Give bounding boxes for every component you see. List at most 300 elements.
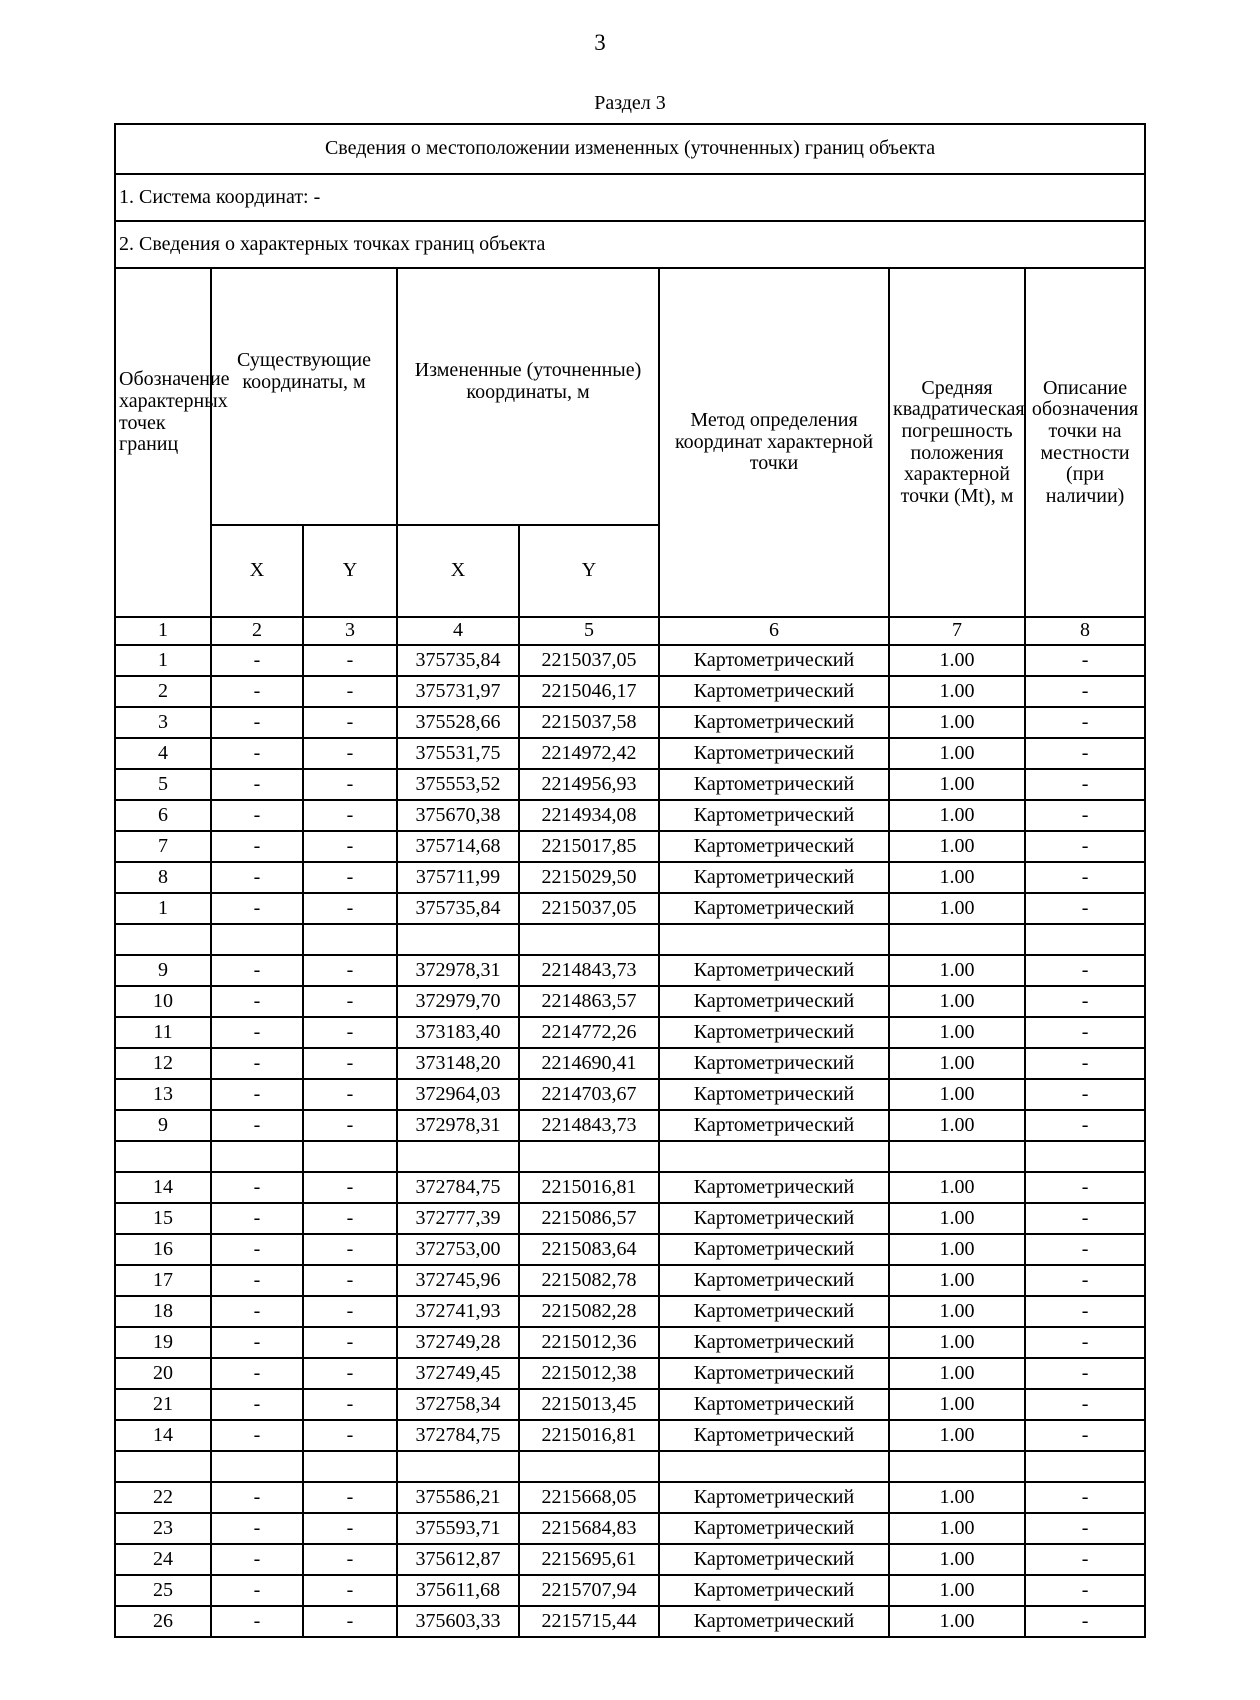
existing-x-cell: -: [211, 1420, 303, 1451]
table-row: [115, 955, 1145, 986]
method-cell: Картометрический: [659, 1048, 889, 1079]
point-description-cell: -: [1025, 1606, 1145, 1637]
point-id-cell: 18: [115, 1296, 211, 1327]
method-cell: Картометрический: [659, 1203, 889, 1234]
table-row: [115, 1513, 1145, 1544]
changed-x-cell: 372741,93: [397, 1296, 519, 1327]
changed-x-cell: 373148,20: [397, 1048, 519, 1079]
column-number: 7: [889, 617, 1025, 645]
point-id-cell: 8: [115, 862, 211, 893]
existing-x-cell: -: [211, 738, 303, 769]
mean-square-error-cell: 1.00: [889, 986, 1025, 1017]
existing-y-cell: -: [303, 738, 397, 769]
method-cell: Картометрический: [659, 893, 889, 924]
point-description-cell: -: [1025, 1079, 1145, 1110]
empty-cell: [397, 1141, 519, 1172]
mean-square-error-cell: 1.00: [889, 1203, 1025, 1234]
changed-y-cell: 2215013,45: [519, 1389, 659, 1420]
changed-x-cell: 372753,00: [397, 1234, 519, 1265]
method-cell: Картометрический: [659, 676, 889, 707]
empty-cell: [1025, 1451, 1145, 1482]
point-id-cell: 5: [115, 769, 211, 800]
mean-square-error-cell: 1.00: [889, 1110, 1025, 1141]
existing-y-cell: -: [303, 800, 397, 831]
page-number: 3: [594, 30, 606, 55]
existing-x-cell: -: [211, 676, 303, 707]
changed-y-cell: 2215012,38: [519, 1358, 659, 1389]
changed-y-cell: 2215016,81: [519, 1172, 659, 1203]
empty-cell: [1025, 1141, 1145, 1172]
changed-y-cell: 2215082,78: [519, 1265, 659, 1296]
empty-cell: [115, 1451, 211, 1482]
point-description-cell: -: [1025, 769, 1145, 800]
contour-separator-row: [115, 924, 1145, 955]
point-id-cell: 7: [115, 831, 211, 862]
method-cell: Картометрический: [659, 707, 889, 738]
point-id-cell: 2: [115, 676, 211, 707]
existing-x-cell: -: [211, 955, 303, 986]
changed-y-cell: 2215086,57: [519, 1203, 659, 1234]
point-description-cell: -: [1025, 800, 1145, 831]
table-row: [115, 1048, 1145, 1079]
table-row: [115, 1358, 1145, 1389]
table-row: [115, 893, 1145, 924]
existing-y-cell: -: [303, 1110, 397, 1141]
existing-x-cell: -: [211, 1110, 303, 1141]
empty-cell: [519, 1141, 659, 1172]
point-id-cell: 9: [115, 955, 211, 986]
method-cell: Картометрический: [659, 986, 889, 1017]
existing-y-cell: -: [303, 1575, 397, 1606]
existing-x-cell: -: [211, 1048, 303, 1079]
header-changed-coords: Измененные (уточненные) координаты, м: [397, 268, 659, 525]
column-number: 6: [659, 617, 889, 645]
empty-cell: [211, 1451, 303, 1482]
method-cell: Картометрический: [659, 1544, 889, 1575]
column-number: 3: [303, 617, 397, 645]
changed-x-cell: 375586,21: [397, 1482, 519, 1513]
point-description-cell: -: [1025, 1389, 1145, 1420]
table-row: [115, 1389, 1145, 1420]
existing-y-cell: -: [303, 1172, 397, 1203]
existing-x-cell: -: [211, 1327, 303, 1358]
table-row: [115, 1606, 1145, 1637]
changed-x-cell: 375593,71: [397, 1513, 519, 1544]
table-row: [115, 831, 1145, 862]
method-cell: Картометрический: [659, 1327, 889, 1358]
point-id-cell: 3: [115, 707, 211, 738]
existing-y-cell: -: [303, 707, 397, 738]
existing-y-cell: -: [303, 1203, 397, 1234]
changed-y-cell: 2215715,44: [519, 1606, 659, 1637]
point-description-cell: -: [1025, 1358, 1145, 1389]
existing-y-cell: -: [303, 831, 397, 862]
changed-x-cell: 375735,84: [397, 645, 519, 676]
changed-x-cell: 375611,68: [397, 1575, 519, 1606]
changed-x-cell: 372777,39: [397, 1203, 519, 1234]
point-description-cell: -: [1025, 676, 1145, 707]
existing-x-cell: -: [211, 1389, 303, 1420]
method-cell: Картометрический: [659, 831, 889, 862]
point-description-cell: -: [1025, 831, 1145, 862]
header-designation: Обозначение характерных точек границ: [115, 268, 211, 617]
existing-y-cell: -: [303, 1358, 397, 1389]
point-id-cell: 14: [115, 1420, 211, 1451]
empty-cell: [211, 924, 303, 955]
method-cell: Картометрический: [659, 1482, 889, 1513]
method-cell: Картометрический: [659, 738, 889, 769]
existing-x-cell: -: [211, 1296, 303, 1327]
table-row: [115, 1296, 1145, 1327]
changed-x-cell: 375531,75: [397, 738, 519, 769]
point-id-cell: 21: [115, 1389, 211, 1420]
existing-y-cell: -: [303, 1234, 397, 1265]
changed-x-cell: 372784,75: [397, 1420, 519, 1451]
existing-y-cell: -: [303, 1389, 397, 1420]
changed-y-cell: 2215029,50: [519, 862, 659, 893]
point-description-cell: -: [1025, 986, 1145, 1017]
mean-square-error-cell: 1.00: [889, 1017, 1025, 1048]
existing-x-cell: -: [211, 645, 303, 676]
header-existing-x: X: [211, 525, 303, 617]
changed-x-cell: 372964,03: [397, 1079, 519, 1110]
mean-square-error-cell: 1.00: [889, 831, 1025, 862]
method-cell: Картометрический: [659, 1079, 889, 1110]
changed-y-cell: 2215037,05: [519, 893, 659, 924]
existing-y-cell: -: [303, 1296, 397, 1327]
point-id-cell: 24: [115, 1544, 211, 1575]
point-description-cell: -: [1025, 1265, 1145, 1296]
table-row: [115, 1265, 1145, 1296]
point-description-cell: -: [1025, 1575, 1145, 1606]
empty-cell: [889, 1451, 1025, 1482]
changed-x-cell: 372979,70: [397, 986, 519, 1017]
changed-y-cell: 2215083,64: [519, 1234, 659, 1265]
existing-y-cell: -: [303, 893, 397, 924]
existing-y-cell: -: [303, 955, 397, 986]
header-existing-y: Y: [303, 525, 397, 617]
existing-x-cell: -: [211, 1513, 303, 1544]
table-row: [115, 769, 1145, 800]
empty-cell: [303, 924, 397, 955]
changed-y-cell: 2215037,05: [519, 645, 659, 676]
mean-square-error-cell: 1.00: [889, 1606, 1025, 1637]
method-cell: Картометрический: [659, 769, 889, 800]
table-row: [115, 800, 1145, 831]
table-row: [115, 1017, 1145, 1048]
mean-square-error-cell: 1.00: [889, 1358, 1025, 1389]
mean-square-error-cell: 1.00: [889, 1265, 1025, 1296]
changed-x-cell: 372978,31: [397, 955, 519, 986]
existing-x-cell: -: [211, 893, 303, 924]
table-row: [115, 1544, 1145, 1575]
empty-cell: [889, 1141, 1025, 1172]
column-number: 1: [115, 617, 211, 645]
header-point-description: Описание обозначения точки на местности (при наличии): [1025, 268, 1145, 617]
existing-y-cell: -: [303, 769, 397, 800]
changed-y-cell: 2215668,05: [519, 1482, 659, 1513]
empty-cell: [1025, 924, 1145, 955]
existing-x-cell: -: [211, 707, 303, 738]
table-row: [115, 1203, 1145, 1234]
column-number: 8: [1025, 617, 1145, 645]
point-description-cell: -: [1025, 1172, 1145, 1203]
existing-x-cell: -: [211, 831, 303, 862]
existing-y-cell: -: [303, 1420, 397, 1451]
existing-y-cell: -: [303, 1482, 397, 1513]
changed-y-cell: 2214843,73: [519, 955, 659, 986]
mean-square-error-cell: 1.00: [889, 1575, 1025, 1606]
changed-x-cell: 373183,40: [397, 1017, 519, 1048]
mean-square-error-cell: 1.00: [889, 1296, 1025, 1327]
changed-y-cell: 2215082,28: [519, 1296, 659, 1327]
changed-y-cell: 2215707,94: [519, 1575, 659, 1606]
method-cell: Картометрический: [659, 1265, 889, 1296]
table-row: [115, 738, 1145, 769]
empty-cell: [889, 924, 1025, 955]
table-row: [115, 1482, 1145, 1513]
changed-x-cell: 372784,75: [397, 1172, 519, 1203]
table-row: [115, 1172, 1145, 1203]
mean-square-error-cell: 1.00: [889, 1234, 1025, 1265]
table-title: Сведения о местоположении измененных (уточненных) границ объекта: [115, 124, 1145, 174]
point-description-cell: -: [1025, 1234, 1145, 1265]
point-id-cell: 20: [115, 1358, 211, 1389]
contour-separator-row: [115, 1451, 1145, 1482]
changed-y-cell: 2215684,83: [519, 1513, 659, 1544]
mean-square-error-cell: 1.00: [889, 1389, 1025, 1420]
existing-x-cell: -: [211, 1017, 303, 1048]
mean-square-error-cell: 1.00: [889, 862, 1025, 893]
table-row: [115, 707, 1145, 738]
empty-cell: [211, 1141, 303, 1172]
mean-square-error-cell: 1.00: [889, 1048, 1025, 1079]
existing-x-cell: -: [211, 1575, 303, 1606]
changed-x-cell: 375714,68: [397, 831, 519, 862]
changed-x-cell: 372745,96: [397, 1265, 519, 1296]
mean-square-error-cell: 1.00: [889, 800, 1025, 831]
existing-y-cell: -: [303, 1265, 397, 1296]
mean-square-error-cell: 1.00: [889, 738, 1025, 769]
changed-x-cell: 372749,45: [397, 1358, 519, 1389]
method-cell: Картометрический: [659, 1172, 889, 1203]
existing-y-cell: -: [303, 1079, 397, 1110]
point-description-cell: -: [1025, 1327, 1145, 1358]
existing-x-cell: -: [211, 1606, 303, 1637]
changed-y-cell: 2214863,57: [519, 986, 659, 1017]
existing-y-cell: -: [303, 986, 397, 1017]
empty-cell: [397, 1451, 519, 1482]
changed-y-cell: 2215695,61: [519, 1544, 659, 1575]
method-cell: Картометрический: [659, 645, 889, 676]
changed-x-cell: 375612,87: [397, 1544, 519, 1575]
point-id-cell: 1: [115, 893, 211, 924]
mean-square-error-cell: 1.00: [889, 955, 1025, 986]
header-existing-coords: Существующие координаты, м: [211, 268, 397, 525]
mean-square-error-cell: 1.00: [889, 893, 1025, 924]
point-id-cell: 6: [115, 800, 211, 831]
changed-x-cell: 375528,66: [397, 707, 519, 738]
empty-cell: [519, 1451, 659, 1482]
mean-square-error-cell: 1.00: [889, 676, 1025, 707]
mean-square-error-cell: 1.00: [889, 769, 1025, 800]
point-description-cell: -: [1025, 955, 1145, 986]
method-cell: Картометрический: [659, 1575, 889, 1606]
table-row: [115, 862, 1145, 893]
section-title: Раздел 3: [594, 92, 666, 114]
existing-x-cell: -: [211, 1265, 303, 1296]
method-cell: Картометрический: [659, 1017, 889, 1048]
point-id-cell: 9: [115, 1110, 211, 1141]
point-description-cell: -: [1025, 1017, 1145, 1048]
coordinate-system: 1. Система координат: -: [115, 174, 1145, 221]
existing-x-cell: -: [211, 1234, 303, 1265]
points-section-title: 2. Сведения о характерных точках границ объекта: [115, 221, 1145, 268]
changed-x-cell: 375670,38: [397, 800, 519, 831]
existing-x-cell: -: [211, 769, 303, 800]
point-id-cell: 16: [115, 1234, 211, 1265]
changed-y-cell: 2215012,36: [519, 1327, 659, 1358]
changed-y-cell: 2214772,26: [519, 1017, 659, 1048]
point-id-cell: 14: [115, 1172, 211, 1203]
existing-y-cell: -: [303, 1606, 397, 1637]
changed-x-cell: 372758,34: [397, 1389, 519, 1420]
existing-y-cell: -: [303, 1513, 397, 1544]
empty-cell: [303, 1141, 397, 1172]
existing-x-cell: -: [211, 1203, 303, 1234]
changed-y-cell: 2214690,41: [519, 1048, 659, 1079]
existing-x-cell: -: [211, 1544, 303, 1575]
contour-separator-row: [115, 1141, 1145, 1172]
header-method: Метод определения координат характерной точки: [659, 268, 889, 617]
point-description-cell: -: [1025, 738, 1145, 769]
mean-square-error-cell: 1.00: [889, 1544, 1025, 1575]
changed-y-cell: 2215017,85: [519, 831, 659, 862]
method-cell: Картометрический: [659, 1110, 889, 1141]
empty-cell: [659, 924, 889, 955]
changed-x-cell: 375731,97: [397, 676, 519, 707]
existing-x-cell: -: [211, 1079, 303, 1110]
method-cell: Картометрический: [659, 1389, 889, 1420]
table-row: [115, 986, 1145, 1017]
header-mean-square-error: Средняя квадратическая погрешность положения характерной точки (Mt), м: [889, 268, 1025, 617]
point-id-cell: 26: [115, 1606, 211, 1637]
changed-x-cell: 372978,31: [397, 1110, 519, 1141]
table-row: [115, 676, 1145, 707]
table-row: [115, 1234, 1145, 1265]
point-id-cell: 1: [115, 645, 211, 676]
existing-y-cell: -: [303, 862, 397, 893]
changed-x-cell: 375603,33: [397, 1606, 519, 1637]
point-description-cell: -: [1025, 1544, 1145, 1575]
changed-y-cell: 2214703,67: [519, 1079, 659, 1110]
existing-y-cell: -: [303, 1327, 397, 1358]
existing-y-cell: -: [303, 1544, 397, 1575]
point-description-cell: -: [1025, 1203, 1145, 1234]
empty-cell: [115, 1141, 211, 1172]
table-row: [115, 1327, 1145, 1358]
table-row: [115, 1420, 1145, 1451]
point-id-cell: 10: [115, 986, 211, 1017]
changed-y-cell: 2214934,08: [519, 800, 659, 831]
header-changed-y: Y: [519, 525, 659, 617]
existing-x-cell: -: [211, 1358, 303, 1389]
column-number: 4: [397, 617, 519, 645]
method-cell: Картометрический: [659, 1606, 889, 1637]
changed-y-cell: 2214972,42: [519, 738, 659, 769]
method-cell: Картометрический: [659, 1420, 889, 1451]
header-changed-x: X: [397, 525, 519, 617]
column-number: 5: [519, 617, 659, 645]
column-number: 2: [211, 617, 303, 645]
existing-y-cell: -: [303, 1048, 397, 1079]
point-id-cell: 12: [115, 1048, 211, 1079]
empty-cell: [397, 924, 519, 955]
point-description-cell: -: [1025, 1513, 1145, 1544]
empty-cell: [659, 1141, 889, 1172]
existing-x-cell: -: [211, 1172, 303, 1203]
changed-y-cell: 2215046,17: [519, 676, 659, 707]
point-id-cell: 15: [115, 1203, 211, 1234]
method-cell: Картометрический: [659, 955, 889, 986]
point-description-cell: -: [1025, 893, 1145, 924]
coordinates-table: [114, 123, 1146, 1638]
method-cell: Картометрический: [659, 1234, 889, 1265]
empty-cell: [303, 1451, 397, 1482]
existing-y-cell: -: [303, 645, 397, 676]
mean-square-error-cell: 1.00: [889, 1172, 1025, 1203]
method-cell: Картометрический: [659, 1358, 889, 1389]
mean-square-error-cell: 1.00: [889, 1079, 1025, 1110]
point-id-cell: 23: [115, 1513, 211, 1544]
mean-square-error-cell: 1.00: [889, 1513, 1025, 1544]
table-row: [115, 1110, 1145, 1141]
existing-y-cell: -: [303, 1017, 397, 1048]
existing-x-cell: -: [211, 800, 303, 831]
point-description-cell: -: [1025, 862, 1145, 893]
changed-x-cell: 375711,99: [397, 862, 519, 893]
empty-cell: [659, 1451, 889, 1482]
method-cell: Картометрический: [659, 1513, 889, 1544]
point-id-cell: 19: [115, 1327, 211, 1358]
changed-y-cell: 2214956,93: [519, 769, 659, 800]
method-cell: Картометрический: [659, 1296, 889, 1327]
point-id-cell: 22: [115, 1482, 211, 1513]
mean-square-error-cell: 1.00: [889, 1482, 1025, 1513]
existing-y-cell: -: [303, 676, 397, 707]
method-cell: Картометрический: [659, 862, 889, 893]
changed-y-cell: 2215016,81: [519, 1420, 659, 1451]
mean-square-error-cell: 1.00: [889, 1327, 1025, 1358]
changed-y-cell: 2215037,58: [519, 707, 659, 738]
mean-square-error-cell: 1.00: [889, 707, 1025, 738]
point-id-cell: 4: [115, 738, 211, 769]
empty-cell: [519, 924, 659, 955]
changed-y-cell: 2214843,73: [519, 1110, 659, 1141]
mean-square-error-cell: 1.00: [889, 1420, 1025, 1451]
point-description-cell: -: [1025, 1048, 1145, 1079]
changed-x-cell: 372749,28: [397, 1327, 519, 1358]
method-cell: Картометрический: [659, 800, 889, 831]
point-id-cell: 17: [115, 1265, 211, 1296]
point-description-cell: -: [1025, 1420, 1145, 1451]
mean-square-error-cell: 1.00: [889, 645, 1025, 676]
table-row: [115, 1079, 1145, 1110]
table-row: [115, 1575, 1145, 1606]
point-id-cell: 11: [115, 1017, 211, 1048]
changed-x-cell: 375553,52: [397, 769, 519, 800]
existing-x-cell: -: [211, 986, 303, 1017]
